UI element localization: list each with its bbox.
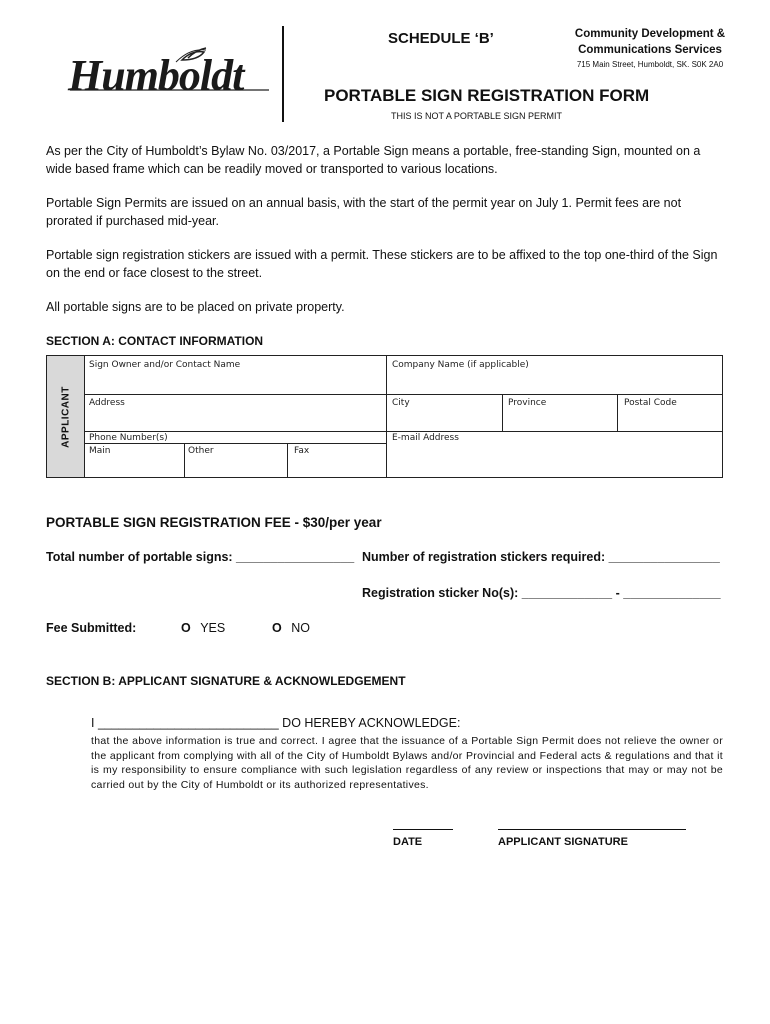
fee-submitted-label: Fee Submitted: xyxy=(46,621,137,635)
intro-paragraph-1: As per the City of Humboldt’s Bylaw No. 03/2017, a Portable Sign means a portable, free-standing Sign, mounted on a wide based frame which can be readily moved or transported to various locations. xyxy=(46,144,701,176)
no-label: NO xyxy=(291,621,310,635)
phone-numbers-label: Phone Number(s) xyxy=(89,433,168,443)
total-signs-field[interactable]: Total number of portable signs: _________________ xyxy=(46,550,355,564)
postal-code-field[interactable] xyxy=(618,395,723,431)
date-line[interactable] xyxy=(393,829,453,830)
intro-paragraph-3: Portable sign registration stickers are issued with a permit. These stickers are to be affixed to the top one-third of the Sign on the end or face closest to the street. xyxy=(46,248,718,280)
form-subtitle: THIS IS NOT A PORTABLE SIGN PERMIT xyxy=(391,111,563,121)
other-phone-field[interactable] xyxy=(185,444,287,478)
signature-line[interactable] xyxy=(498,829,686,830)
signature-label: APPLICANT SIGNATURE xyxy=(498,836,628,848)
company-name-field[interactable] xyxy=(387,356,723,394)
section-b-title: SECTION B: APPLICANT SIGNATURE & ACKNOWLEDGEMENT xyxy=(46,674,406,688)
sticker-numbers-field[interactable]: Registration sticker No(s): _____________ - ______________ xyxy=(362,586,721,600)
owner-name-field[interactable] xyxy=(85,356,386,394)
fee-title: PORTABLE SIGN REGISTRATION FEE - $30/per year xyxy=(46,515,382,530)
city-label: City xyxy=(392,398,410,408)
address-field[interactable] xyxy=(85,395,386,431)
contact-info-table xyxy=(46,355,723,478)
address-label: Address xyxy=(89,398,125,408)
fax-field[interactable] xyxy=(288,444,386,478)
acknowledge-name-field[interactable]: I __________________________ DO HEREBY ACKNOWLEDGE: xyxy=(91,716,461,730)
postal-code-label: Postal Code xyxy=(624,398,677,408)
company-name-label: Company Name (if applicable) xyxy=(392,360,529,370)
department-address: 715 Main Street, Humboldt, SK. S0K 2A0 xyxy=(576,60,724,69)
main-phone-field[interactable] xyxy=(85,444,184,478)
no-radio-icon[interactable]: O xyxy=(272,621,282,635)
province-field[interactable] xyxy=(503,395,617,431)
city-field[interactable] xyxy=(387,395,502,431)
other-phone-label: Other xyxy=(188,446,214,456)
fee-yes-option[interactable] xyxy=(181,621,225,635)
stickers-required-field[interactable]: Number of registration stickers required: ________________ xyxy=(362,550,720,564)
humboldt-logo xyxy=(64,46,279,102)
applicant-side-column xyxy=(47,356,85,477)
form-title: PORTABLE SIGN REGISTRATION FORM xyxy=(324,86,650,105)
intro-paragraph-4: All portable signs are to be placed on private property. xyxy=(46,300,345,314)
intro-paragraph-2: Portable Sign Permits are issued on an annual basis, with the start of the permit year on July 1. Permit fees are not prorated if purchased mid-year. xyxy=(46,196,682,228)
section-a-title: SECTION A: CONTACT INFORMATION xyxy=(46,334,264,348)
owner-name-label: Sign Owner and/or Contact Name xyxy=(89,360,241,370)
department-line-1: Community Development & xyxy=(574,28,726,40)
email-field[interactable] xyxy=(387,432,723,478)
acknowledgement-text: that the above information is true and correct. I agree that the issuance of a Portable Sign Permit does not relieve the owner or the applicant from complying with all of the City of Humboldt Bylaws and/or Provincial and Federal acts & regulations and that it is my responsibility to ensure compliance with such legislation regardless of any review or inspections that may or may not be carried out by the City of Humboldt or its authorized representatives. xyxy=(91,735,723,791)
yes-radio-icon[interactable]: O xyxy=(181,621,191,635)
email-label: E-mail Address xyxy=(392,433,459,443)
fax-label: Fax xyxy=(294,446,310,456)
logo-text: Humboldt xyxy=(68,51,244,100)
yes-label: YES xyxy=(200,621,226,635)
department-line-2: Communications Services xyxy=(578,44,722,56)
main-phone-label: Main xyxy=(89,446,111,456)
schedule-label: SCHEDULE ‘B’ xyxy=(388,30,494,47)
header-divider xyxy=(282,26,284,122)
province-label: Province xyxy=(508,398,547,408)
fee-no-option[interactable] xyxy=(272,621,310,635)
applicant-side-label: APPLICANT xyxy=(60,385,71,448)
date-label: DATE xyxy=(393,836,423,848)
